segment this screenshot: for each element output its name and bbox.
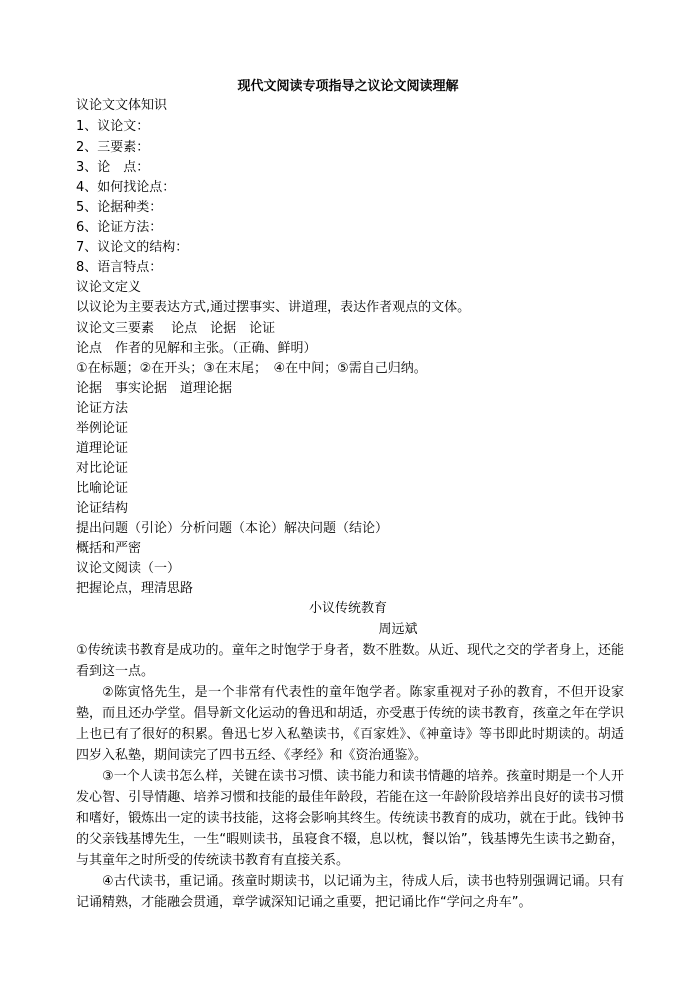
outline-item: 4、如何找论点：	[76, 180, 176, 195]
outline-item: 8、语言特点：	[76, 260, 163, 275]
body-line: 概括和严密	[76, 541, 142, 556]
essay-paragraph: ③一个人读书怎么样，关键在读书习惯、读书能力和读书情趣的培养。孩童时期是一个人开发心智、引导情趣、培养习惯和技能的最佳年龄段，若能在这一年龄阶段培养出良好的读书习惯和嗜好，锻炼出一定的读书技能，这将会影响其终生。传统读书教育的成功，就在于此。钱钟书的父亲钱基博先生，一生“暇则读书，虽寝食不辍，息以枕，餐以饴”，钱基博先生读书之勤奋，与其童年之时所受的传统读书教育有直接关系。	[76, 769, 624, 868]
outline-item: 2、三要素：	[76, 140, 150, 155]
body-line: 比喻论证	[76, 481, 129, 496]
essay-author: 周远斌	[378, 622, 418, 637]
body-line: 道理论证	[76, 441, 129, 456]
body-line: 议论文三要素 论点 论据 论证	[76, 321, 276, 336]
essay-paragraph: ④古代读书，重记诵。孩童时期读书，以记诵为主，待成人后，读书也特别强调记诵。只有记诵精熟，才能融会贯通，章学诚深知记诵之重要，把记诵比作“学问之舟车”。	[76, 874, 624, 910]
section-heading: 议论文定义	[76, 280, 142, 295]
body-line: 提出问题（引论）分析问题（本论）解决问题（结论）	[76, 521, 389, 536]
essay-paragraph: ②陈寅恪先生，是一个非常有代表性的童年饱学者。陈家重视对子孙的教育，不但开设家塾，而且还办学堂。倡导新文化运动的鲁迅和胡适，亦受惠于传统的读书教育，孩童之年在学识上也已有了很好的积累。鲁迅七岁入私塾读书，《百家姓》、《神童诗》等书即此时期读的。胡适四岁入私塾，期间读完了四书五经、《孝经》和《资治通鉴》。	[76, 685, 624, 763]
body-line: 论据 事实论据 道理论据	[76, 381, 233, 396]
essay-paragraph: ①传统读书教育是成功的。童年之时饱学于身者，数不胜数。从近、现代之交的学者身上，还能看到这一点。	[76, 643, 624, 679]
body-line: 把握论点，理清思路	[76, 581, 194, 596]
outline-item: 3、论 点：	[76, 160, 150, 175]
outline-item: 7、议论文的结构：	[76, 240, 189, 255]
outline-item: 5、论据种类：	[76, 200, 163, 215]
section-heading: 议论文阅读（一）	[76, 561, 181, 576]
body-line: 论点 作者的见解和主张。（正确、鲜明）	[76, 341, 317, 356]
body-line: 以议论为主要表达方式,通过摆事实、讲道理，表达作者观点的文体。	[76, 300, 471, 315]
section-heading: 论证结构	[76, 501, 129, 516]
body-line: ①在标题；②在开头；③在末尾； ④在中间；⑤需自己归纳。	[76, 361, 427, 376]
essay-title: 小议传统教育	[308, 601, 387, 616]
section-heading: 论证方法	[76, 401, 129, 416]
outline-heading: 议论文文体知识	[76, 98, 168, 113]
body-line: 举例论证	[76, 421, 129, 436]
body-line: 对比论证	[76, 461, 129, 476]
document-title: 现代文阅读专项指导之议论文阅读理解	[237, 79, 459, 94]
outline-item: 1、议论文：	[76, 119, 150, 134]
outline-item: 6、论证方法：	[76, 220, 163, 235]
